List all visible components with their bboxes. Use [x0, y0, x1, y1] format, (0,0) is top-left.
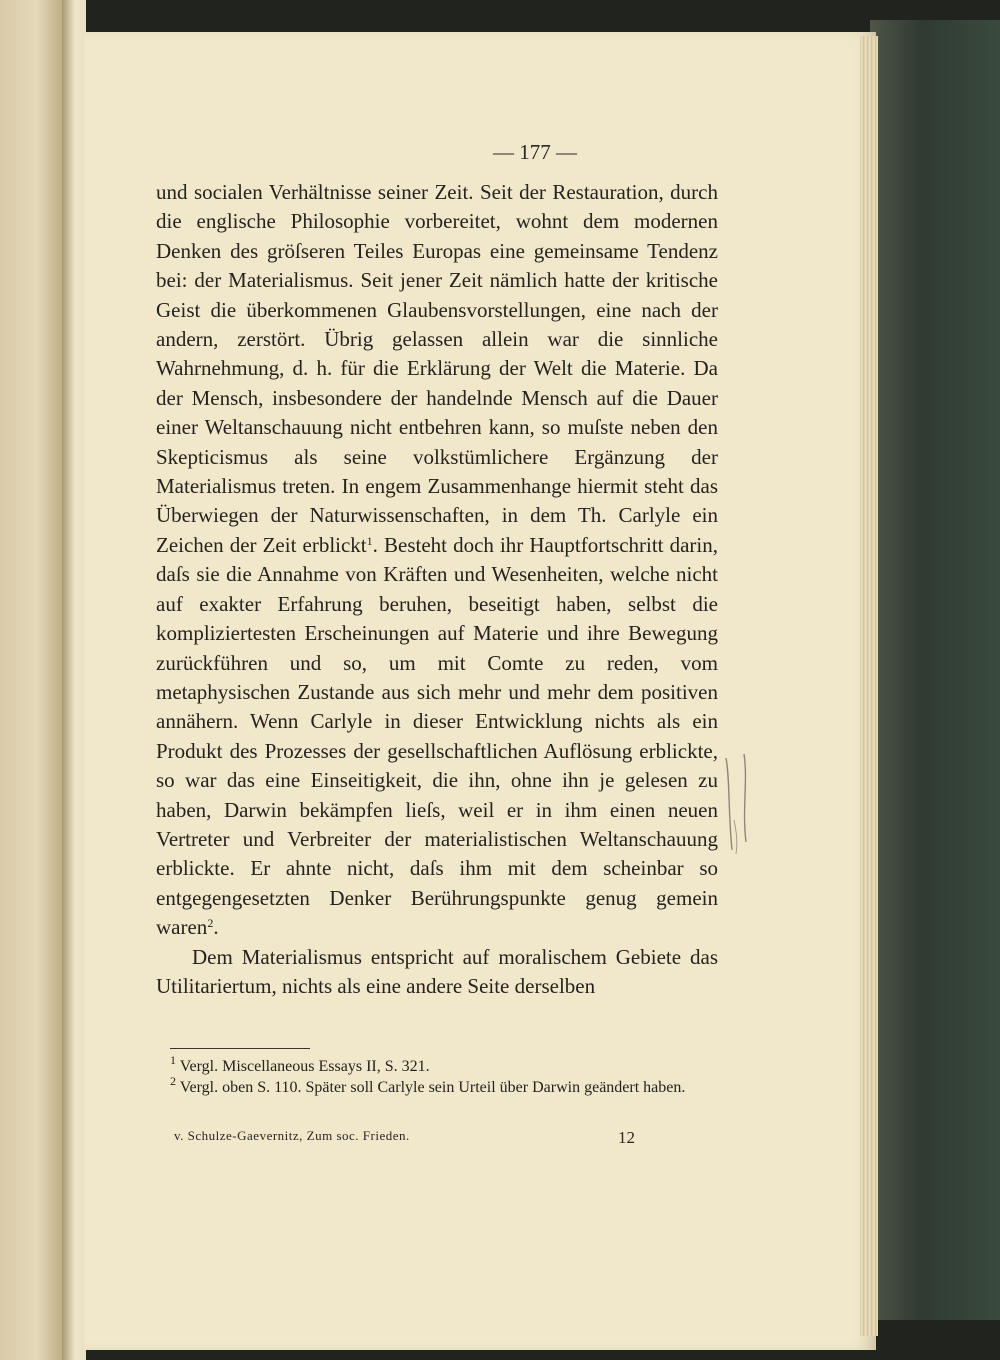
footnote-ref-1: 1: [366, 533, 373, 548]
footnotes: [150, 1053, 716, 1098]
paragraph-2: Dem Materialismus entspricht auf moralischem Gebiete das Utilitariertum, nichts als eine andere Seite derselben: [156, 944, 718, 998]
signature-number: 12: [618, 1128, 635, 1147]
signature-line: v. Schulze-Gaevernitz, Zum soc. Frieden.: [174, 1128, 410, 1143]
footnote-1: $^1$ Vergl. Miscellaneous Essays II, S. 321.: [170, 1053, 430, 1075]
page-number: — 177 —: [493, 140, 577, 164]
footnote-2: $^2$ Vergl. oben S. 110. Später soll Carlyle sein Urteil über Darwin geändert haben.: [170, 1074, 686, 1096]
left-page-edge: [0, 0, 62, 1360]
page-edges: [860, 36, 878, 1336]
pencil-annotation: [716, 750, 756, 860]
footnote-ref-2: 2: [207, 916, 214, 931]
body-text: [156, 178, 718, 1001]
footnote-divider: [170, 1048, 310, 1049]
paragraph-1: und socialen Verhältnisse seiner Zeit. Seit der Restauration, durch die englische Philosophie vorbereitet, wohnt dem modernen Denken des gröſseren Teiles Europas eine gemeinsame Tendenz bei: der Materialismus. Seit jener Zeit nämlich hatte der kritische Geist die überkommenen Glaubensvorstellungen, eine nach der andern, zerstört. Übrig gelassen allein war die sinnliche Wahrnehmung, d. h. für die Erklärung der Welt die Materie. Da der Mensch, insbesondere der handelnde Mensch auf die Dauer einer Weltanschauung nicht entbehren kann, so muſste neben den Skepticismus als seine volkstümlichere Ergänzung der Materialismus treten. In engem Zusammenhange hiermit steht das Überwiegen der Naturwissenschaften, in dem Th. Carlyle ein Zeichen der Zeit erblickt$^1$. Besteht doch ihr Hauptfortschritt darin, daſs sie die Annahme von Kräften und Wesenheiten, welche nicht auf exakter Erfahrung beruhen, beseitigt haben, selbst die kompliziertesten Erscheinungen auf Materie und ihre Bewegung zurückführen und so, um mit Comte zu reden, vom metaphysischen Zustande aus sich mehr und mehr dem positiven annähern. Wenn Carlyle in dieser Entwicklung nichts als ein Produkt des Prozesses der gesellschaftlichen Auflösung erblickte, so war das eine Einseitigkeit, die ihn, ohne ihn je gelesen zu haben, Darwin bekämpfen lieſs, weil er in ihm einen neuen Vertreter und Verbreiter der materialistischen Weltanschauung erblickte. Er ahnte nicht, daſs ihm mit dem scheinbar so entgegengesetzten Denker Berührungspunkte genug gemein waren$^2$.: [156, 180, 718, 940]
book-cover: [870, 20, 1000, 1320]
book-gutter: [62, 0, 86, 1360]
